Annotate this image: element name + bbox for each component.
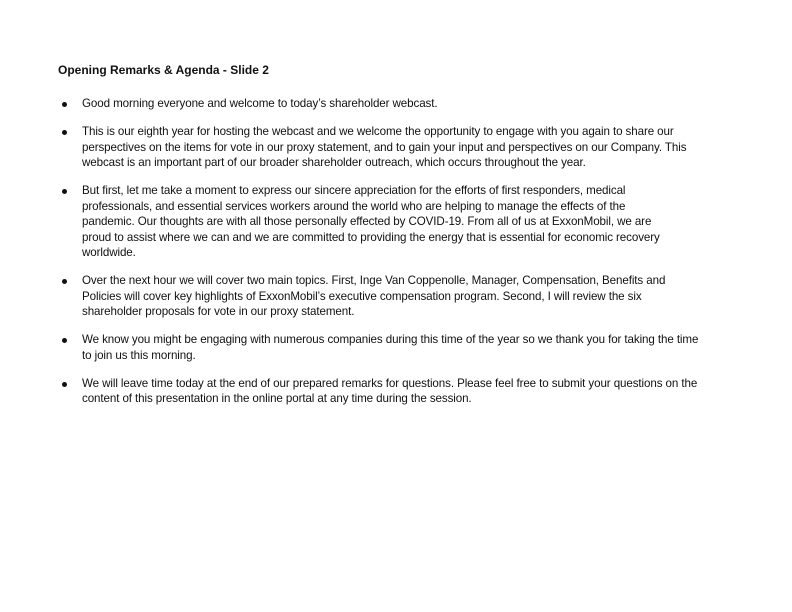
bullet-icon xyxy=(62,189,67,194)
bullet-icon xyxy=(62,382,67,387)
bullet-text-line: to join us this morning. xyxy=(82,348,196,362)
bullet-text-line: perspectives on the items for vote in our proxy statement, and to gain your input and perspectives on our Company. This xyxy=(82,140,687,154)
bullet-icon xyxy=(62,279,67,284)
bullet-item xyxy=(60,183,760,261)
bullet-text-line: We will leave time today at the end of our prepared remarks for questions. Please feel free to submit your questions on the xyxy=(82,376,698,390)
bullet-text-line: professionals, and essential services workers around the world who are helping to manage the effects of the xyxy=(82,199,626,213)
bullet-item xyxy=(60,376,760,407)
bullet-text-line: shareholder proposals for vote in our proxy statement. xyxy=(82,305,355,318)
bullet-item xyxy=(60,124,760,171)
bullet-text-line: proud to assist where we can and we are committed to providing the energy that is essential for economic recovery xyxy=(82,230,660,244)
bullet-text-line: But first, let me take a moment to express our sincere appreciation for the efforts of first responders, medical xyxy=(82,184,626,197)
page-title: Opening Remarks & Agenda - Slide 2 xyxy=(58,63,269,77)
bullet-text-line: Policies will cover key highlights of ExxonMobil’s executive compensation program. Second, I will review the six xyxy=(82,289,642,303)
bullet-text-line: pandemic. Our thoughts are with all those personally effected by COVID-19. From all of us at ExxonMobil, we are xyxy=(82,215,652,228)
bullet-text-line: We know you might be engaging with numerous companies during this time of the year so we thank you for taking the time xyxy=(82,333,699,346)
bullet-text-line: Over the next hour we will cover two main topics. First, Inge Van Coppenolle, Manager, Compensation, Benefits and xyxy=(82,274,666,287)
bullet-icon xyxy=(62,130,67,135)
bullet-icon xyxy=(62,102,67,107)
bullet-text-line: worldwide. xyxy=(82,246,136,259)
bullet-text-line: This is our eighth year for hosting the webcast and we welcome the opportunity to engage with you again to share our xyxy=(82,125,674,138)
bullet-item xyxy=(60,96,760,112)
bullet-item xyxy=(60,332,760,363)
bullet-item xyxy=(60,273,760,320)
bullet-icon xyxy=(62,338,67,343)
bullet-text-line: Good morning everyone and welcome to today’s shareholder webcast. xyxy=(82,97,438,110)
bullet-text-line: webcast is an important part of our broader shareholder outreach, which occurs throughout the year. xyxy=(82,156,586,169)
bullet-list xyxy=(60,96,760,419)
bullet-text-line: content of this presentation in the online portal at any time during the session. xyxy=(82,392,472,405)
